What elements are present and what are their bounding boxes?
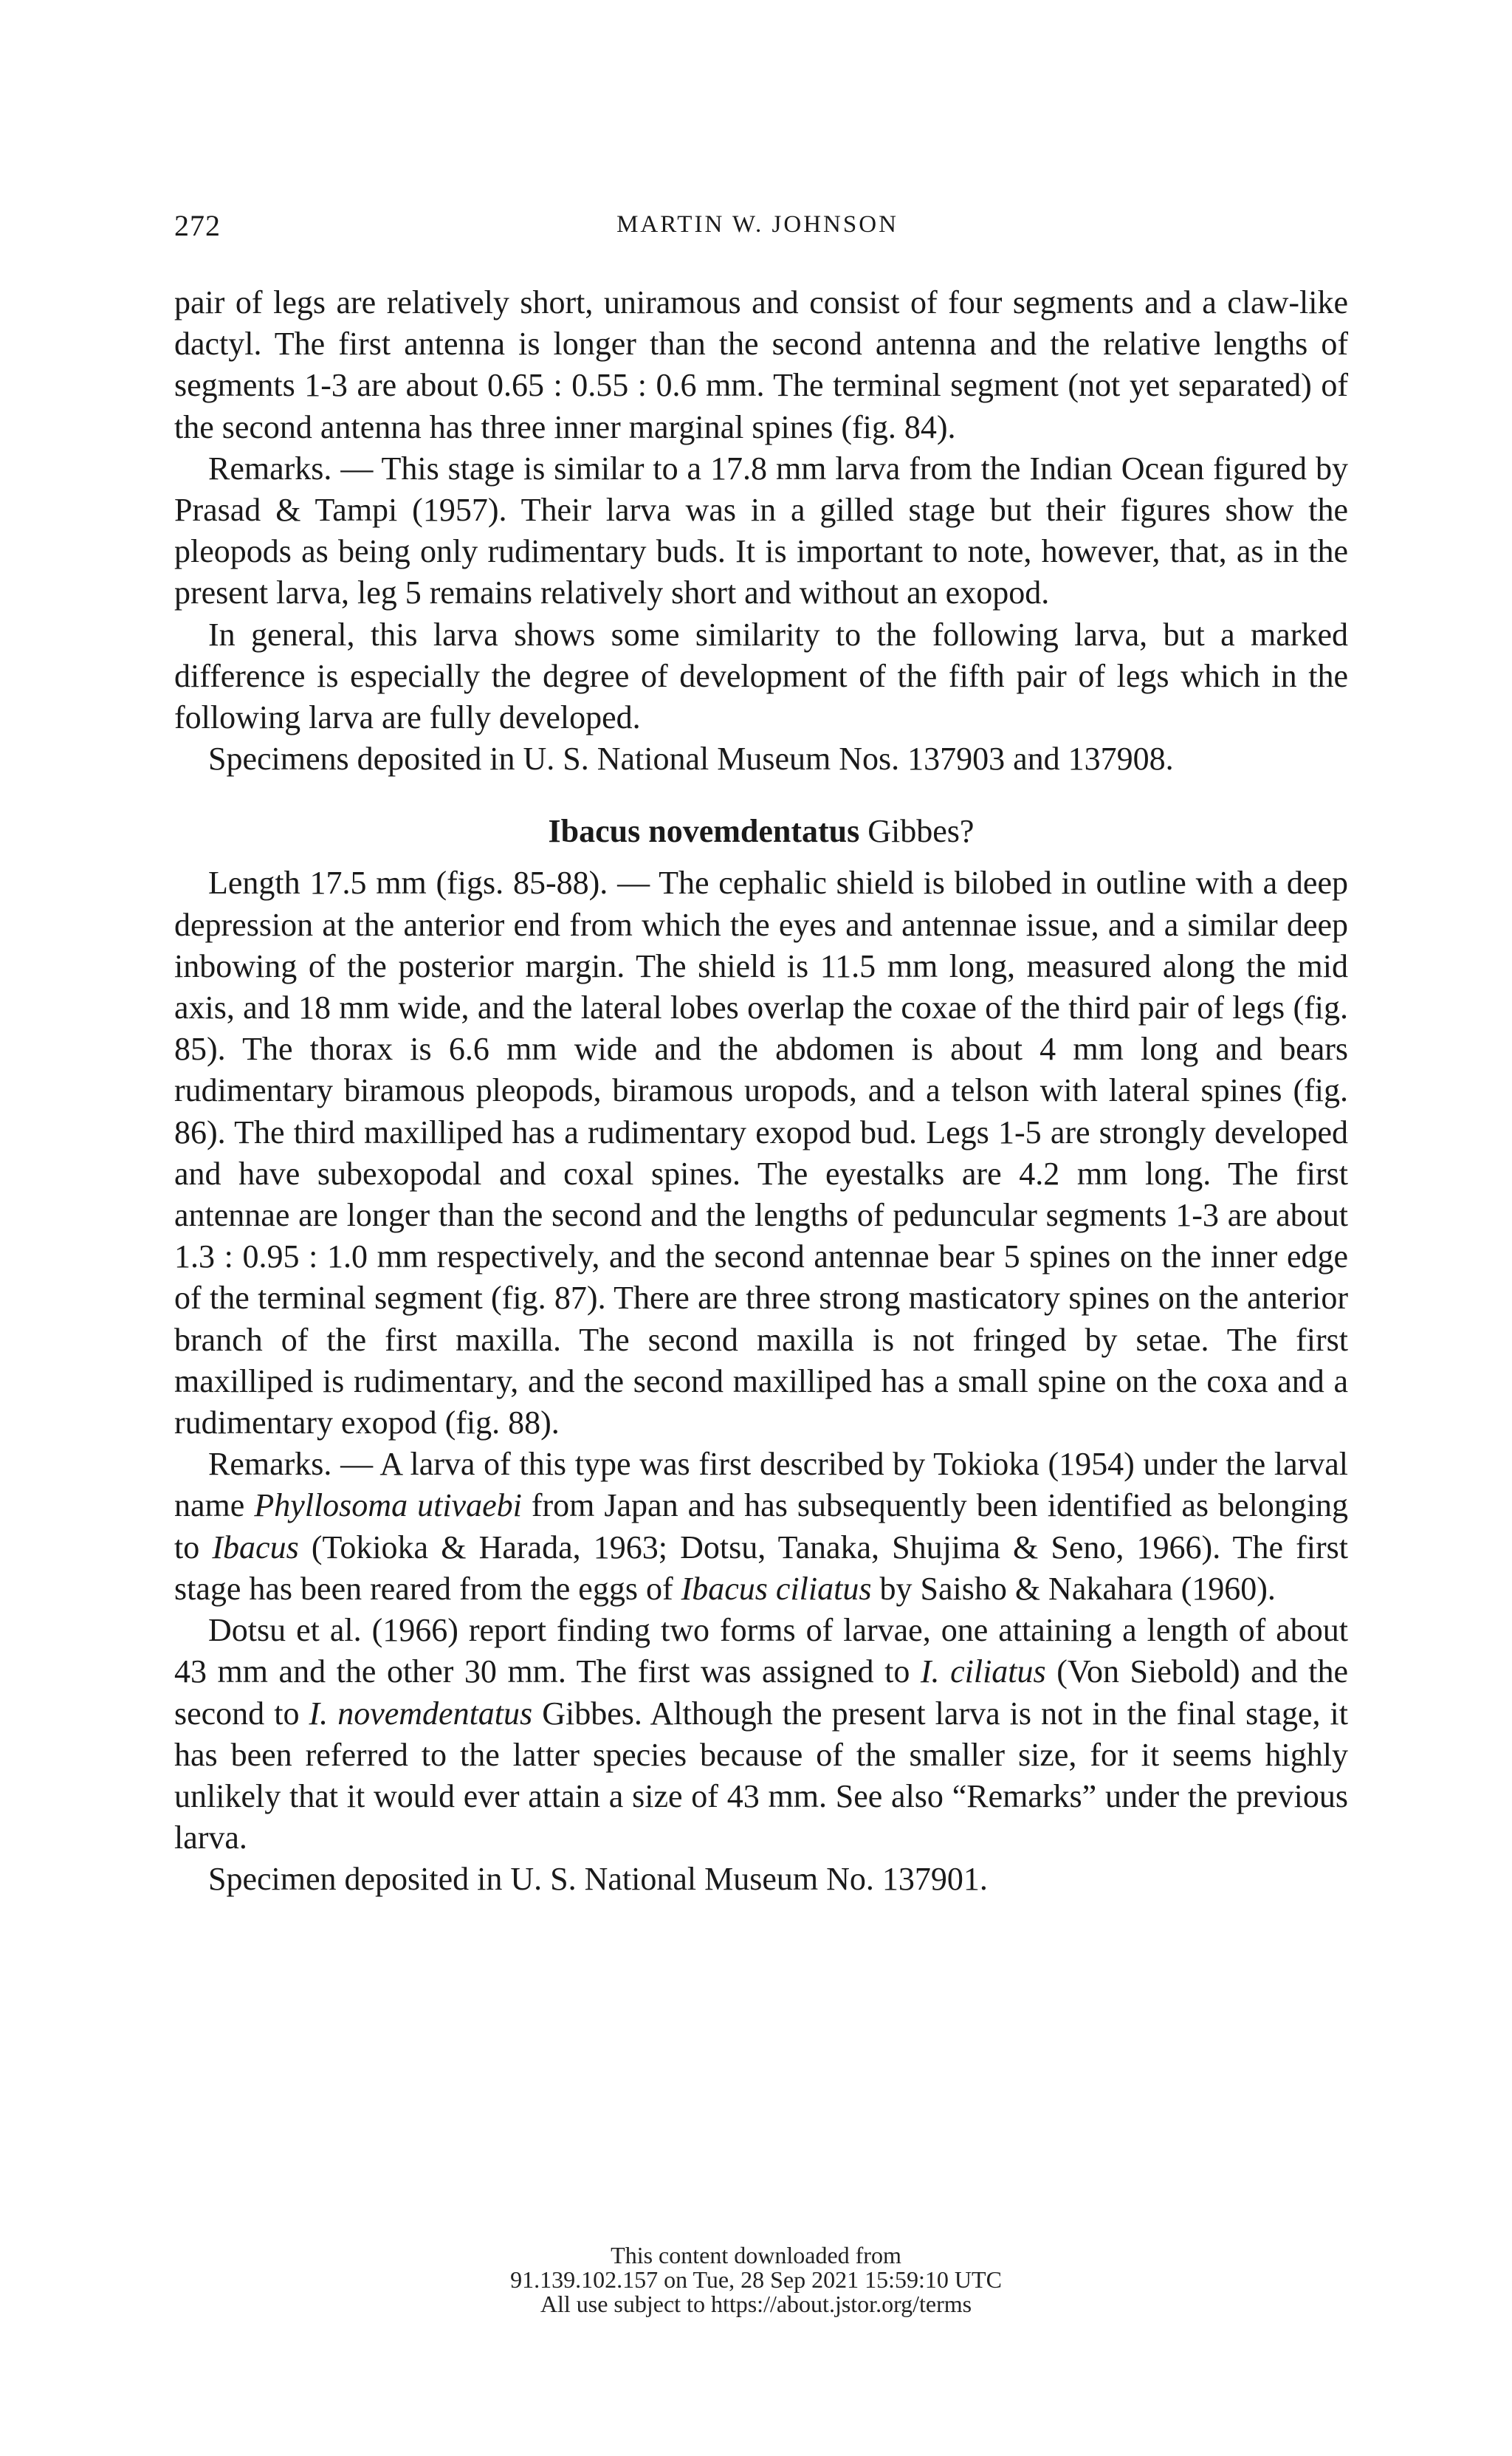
text-run: Gibbes. Although the present larva is not in the final stage, it has been referred to the latter species because of the smaller size, for it seems highly unlikely that it would ever attain a size of 43 mm. See also “Remarks” under the previous larva. <box>174 1695 1349 1856</box>
paragraph-dotsu <box>174 1610 1348 1859</box>
heading-species-name: Ibacus novemdentatus <box>548 813 860 850</box>
paragraph-description: Length 17.5 mm (figs. 85-88). — The cephalic shield is bilobed in outline with a deep depression at the anterior end from which the eyes and antennae issue, and a similar deep inbowing of the posterior margin. The shield is 11.5 mm long, measured along the mid axis, and 18 mm wide, and the lateral lobes overlap the coxae of the third pair of legs (fig. 85). The thorax is 6.6 mm wide and the abdomen is about 4 mm long and bears rudimentary biramous pleopods, biramous uropods, and a telson with lateral spines (fig. 86). The third maxilliped has a rudimentary exopod bud. Legs 1-5 are strongly developed and have subexopodal and coxal spines. The eyestalks are 4.2 mm long. The first antennae are longer than the second and the lengths of peduncular segments 1-3 are about 1.3 : 0.95 : 1.0 mm respectively, and the second antennae bear 5 spines on the inner edge of the terminal segment (fig. 87). There are three strong masticatory spines on the anterior branch of the first maxilla. The second maxilla is not fringed by setae. The first maxilliped is rudimentary, and the second maxilliped has a small spine on the coxa and a rudimentary exopod (fig. 88). <box>174 865 1348 1441</box>
jstor-footer <box>0 2243 1512 2316</box>
footer-line-1: This content downloaded from <box>611 2242 901 2268</box>
running-head: MARTIN W. JOHNSON <box>616 211 898 238</box>
text-run: Remarks. — A larva of this type was first described by Tokioka (1954) under the larval name <box>174 1446 1348 1524</box>
italic-taxon: I. ciliatus <box>920 1653 1046 1690</box>
footer-line-2: 91.139.102.157 on Tue, 28 Sep 2021 15:59:10 UTC <box>510 2266 1002 2293</box>
footer-line-3: All use subject to https://about.jstor.org/terms <box>540 2291 972 2317</box>
italic-taxon: Phyllosoma utivaebi <box>254 1487 522 1524</box>
text-run: from Japan and has subsequently been identified as belonging to <box>174 1487 1348 1565</box>
section-heading <box>174 811 1348 852</box>
text-run: by Saisho & Nakahara (1960). <box>871 1570 1276 1607</box>
text-run: (Tokioka & Harada, 1963; Dotsu, Tanaka, Shujima & Seno, 1966). The first stage has been reared from the eggs of <box>174 1529 1348 1607</box>
paragraph-leg-description: pair of legs are relatively short, uniramous and consist of four segments and a claw-like dactyl. The first antenna is longer than the second antenna and the relative lengths of segments 1-3 are about 0.65 : 0.55 : 0.6 mm. The terminal segment (not yet separated) of the second antenna has three inner marginal spines (fig. 84). <box>174 284 1348 445</box>
page-number: 272 <box>174 209 221 242</box>
article-body <box>174 282 1348 1901</box>
heading-author: Gibbes? <box>859 813 975 850</box>
paragraph-specimens-1: Specimens deposited in U. S. National Museum Nos. 137903 and 137908. <box>208 741 1174 778</box>
text-run: (Von Siebold) and the second to <box>174 1653 1349 1732</box>
paragraph-specimens-2: Specimen deposited in U. S. National Museum No. 137901. <box>208 1861 988 1898</box>
paragraph-remarks-2 <box>174 1444 1348 1610</box>
paragraph-comparison: In general, this larva shows some similarity to the following larva, but a marked difference is especially the degree of development of the fifth pair of legs which in the following larva are fully developed. <box>174 616 1348 736</box>
italic-taxon: I. novemdentatus <box>309 1695 533 1732</box>
paragraph-remarks-1: Remarks. — This stage is similar to a 17.8 mm larva from the Indian Ocean figured by Prasad & Tampi (1957). Their larva was in a gilled stage but their figures show the pleopods as being only rudimentary buds. It is important to note, however, that, as in the present larva, leg 5 remains relatively short and without an exopod. <box>174 450 1348 611</box>
italic-taxon: Ibacus ciliatus <box>681 1570 872 1607</box>
text-run: Dotsu et al. (1966) report finding two forms of larvae, one attaining a length of about 43 mm and the other 30 mm. The first was assigned to <box>174 1612 1348 1690</box>
italic-taxon: Ibacus <box>212 1529 299 1565</box>
